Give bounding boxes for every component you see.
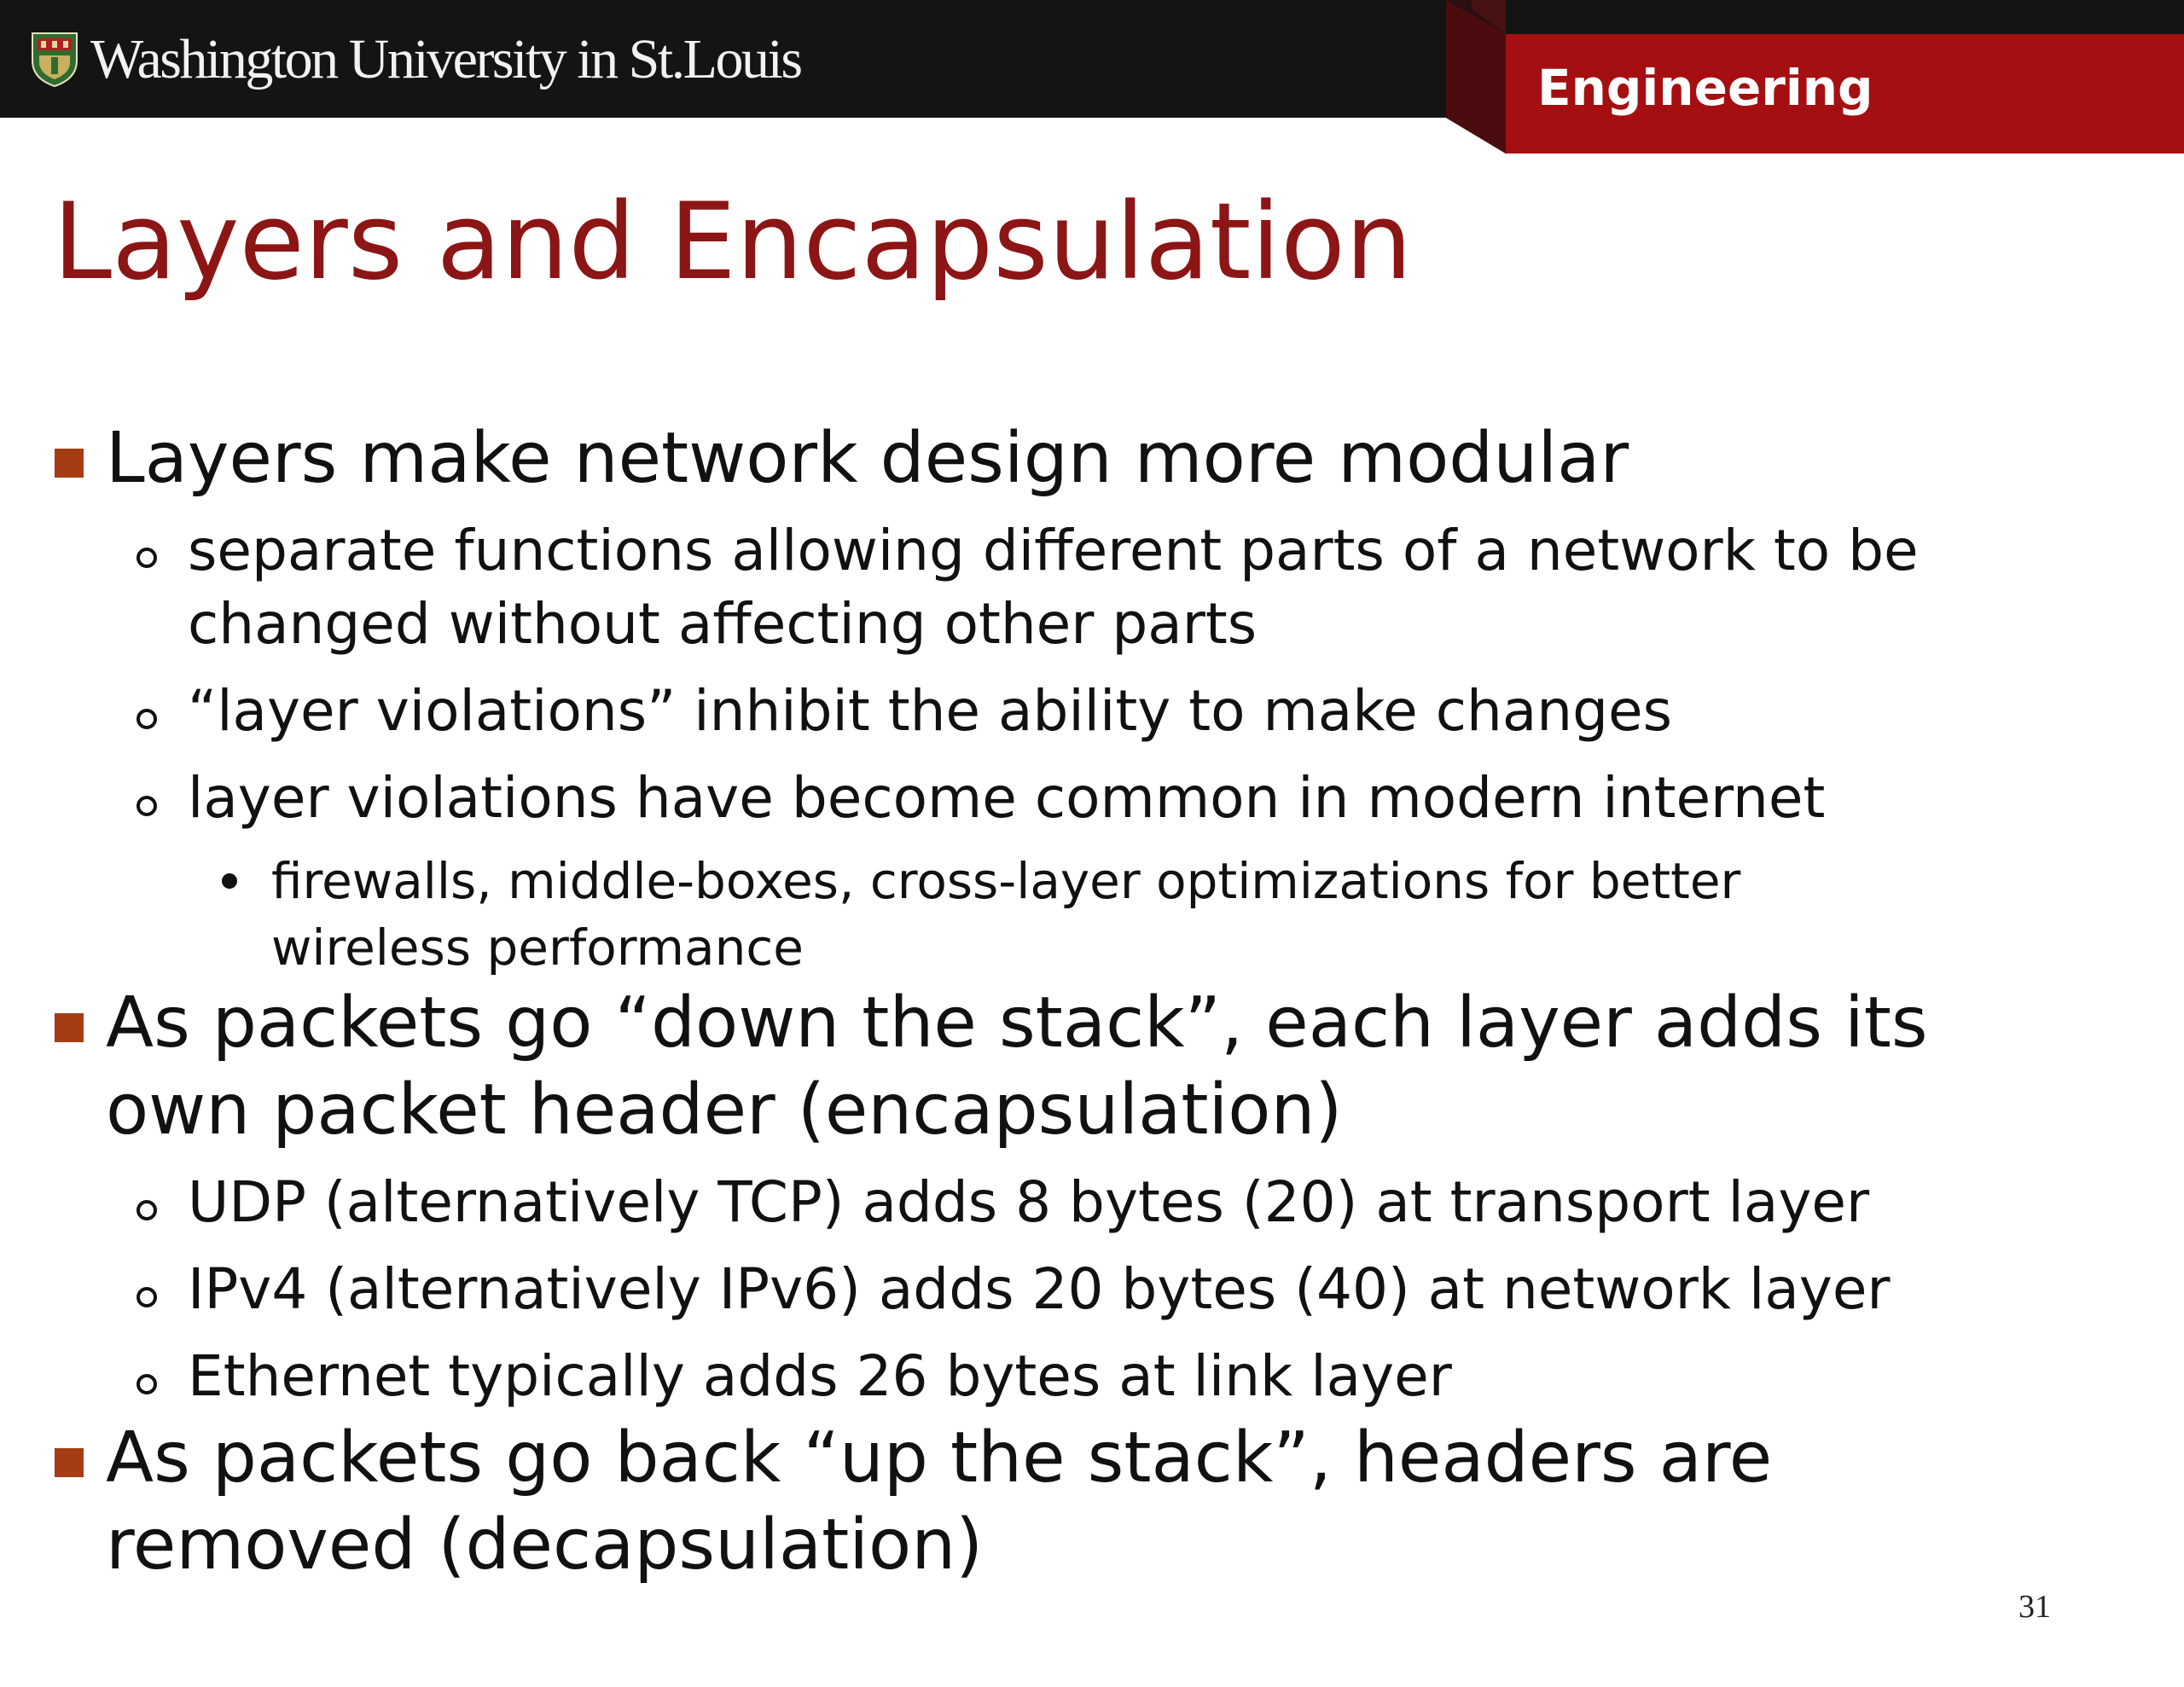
circle-bullet-icon	[136, 1287, 157, 1307]
sub-bullet-text: layer violations have become common in modern internet	[188, 765, 1826, 831]
department-label: Engineering	[1537, 59, 1873, 117]
dot-bullet-icon	[222, 873, 237, 889]
sub-sub-bullet-text: firewalls, middle-boxes, cross-layer optimizations for better	[271, 852, 1741, 910]
sub-bullet-text: UDP (alternatively TCP) adds 8 bytes (20) at transport layer	[188, 1169, 1870, 1235]
sub-bullet-text: IPv4 (alternatively IPv6) adds 20 bytes (40) at network layer	[188, 1256, 1891, 1322]
circle-bullet-icon	[136, 796, 157, 816]
circle-bullet-icon	[136, 1374, 157, 1394]
slide-title: Layers and Encapsulation	[53, 181, 1413, 304]
circle-bullet-icon	[136, 1200, 157, 1220]
bullet-text: removed (decapsulation)	[106, 1504, 984, 1586]
circle-bullet-icon	[136, 548, 157, 568]
square-bullet-icon	[55, 1448, 84, 1477]
circle-bullet-icon	[136, 709, 157, 729]
university-shield-icon	[31, 32, 78, 88]
bullet-text: own packet header (encapsulation)	[106, 1070, 1343, 1151]
sub-bullet-text: changed without affecting other parts	[188, 591, 1258, 657]
bullet-text: Layers make network design more modular	[106, 418, 1629, 499]
sub-bullet-text: Ethernet typically adds 26 bytes at link layer	[188, 1343, 1452, 1409]
page-number: 31	[2018, 1589, 2051, 1625]
square-bullet-icon	[55, 1013, 84, 1042]
sub-bullet-text: “layer violations” inhibit the ability to make changes	[188, 678, 1672, 744]
university-logo	[31, 26, 801, 94]
bullet-text: As packets go back “up the stack”, headers are	[106, 1417, 1773, 1499]
square-bullet-icon	[55, 449, 84, 478]
bullet-text: As packets go “down the stack”, each layer adds its	[106, 983, 1928, 1064]
sub-bullet-text: separate functions allowing different parts of a network to be	[188, 518, 1919, 583]
sub-sub-bullet-text: wireless performance	[271, 919, 804, 977]
university-name: Washington University in St.Louis	[90, 28, 801, 90]
